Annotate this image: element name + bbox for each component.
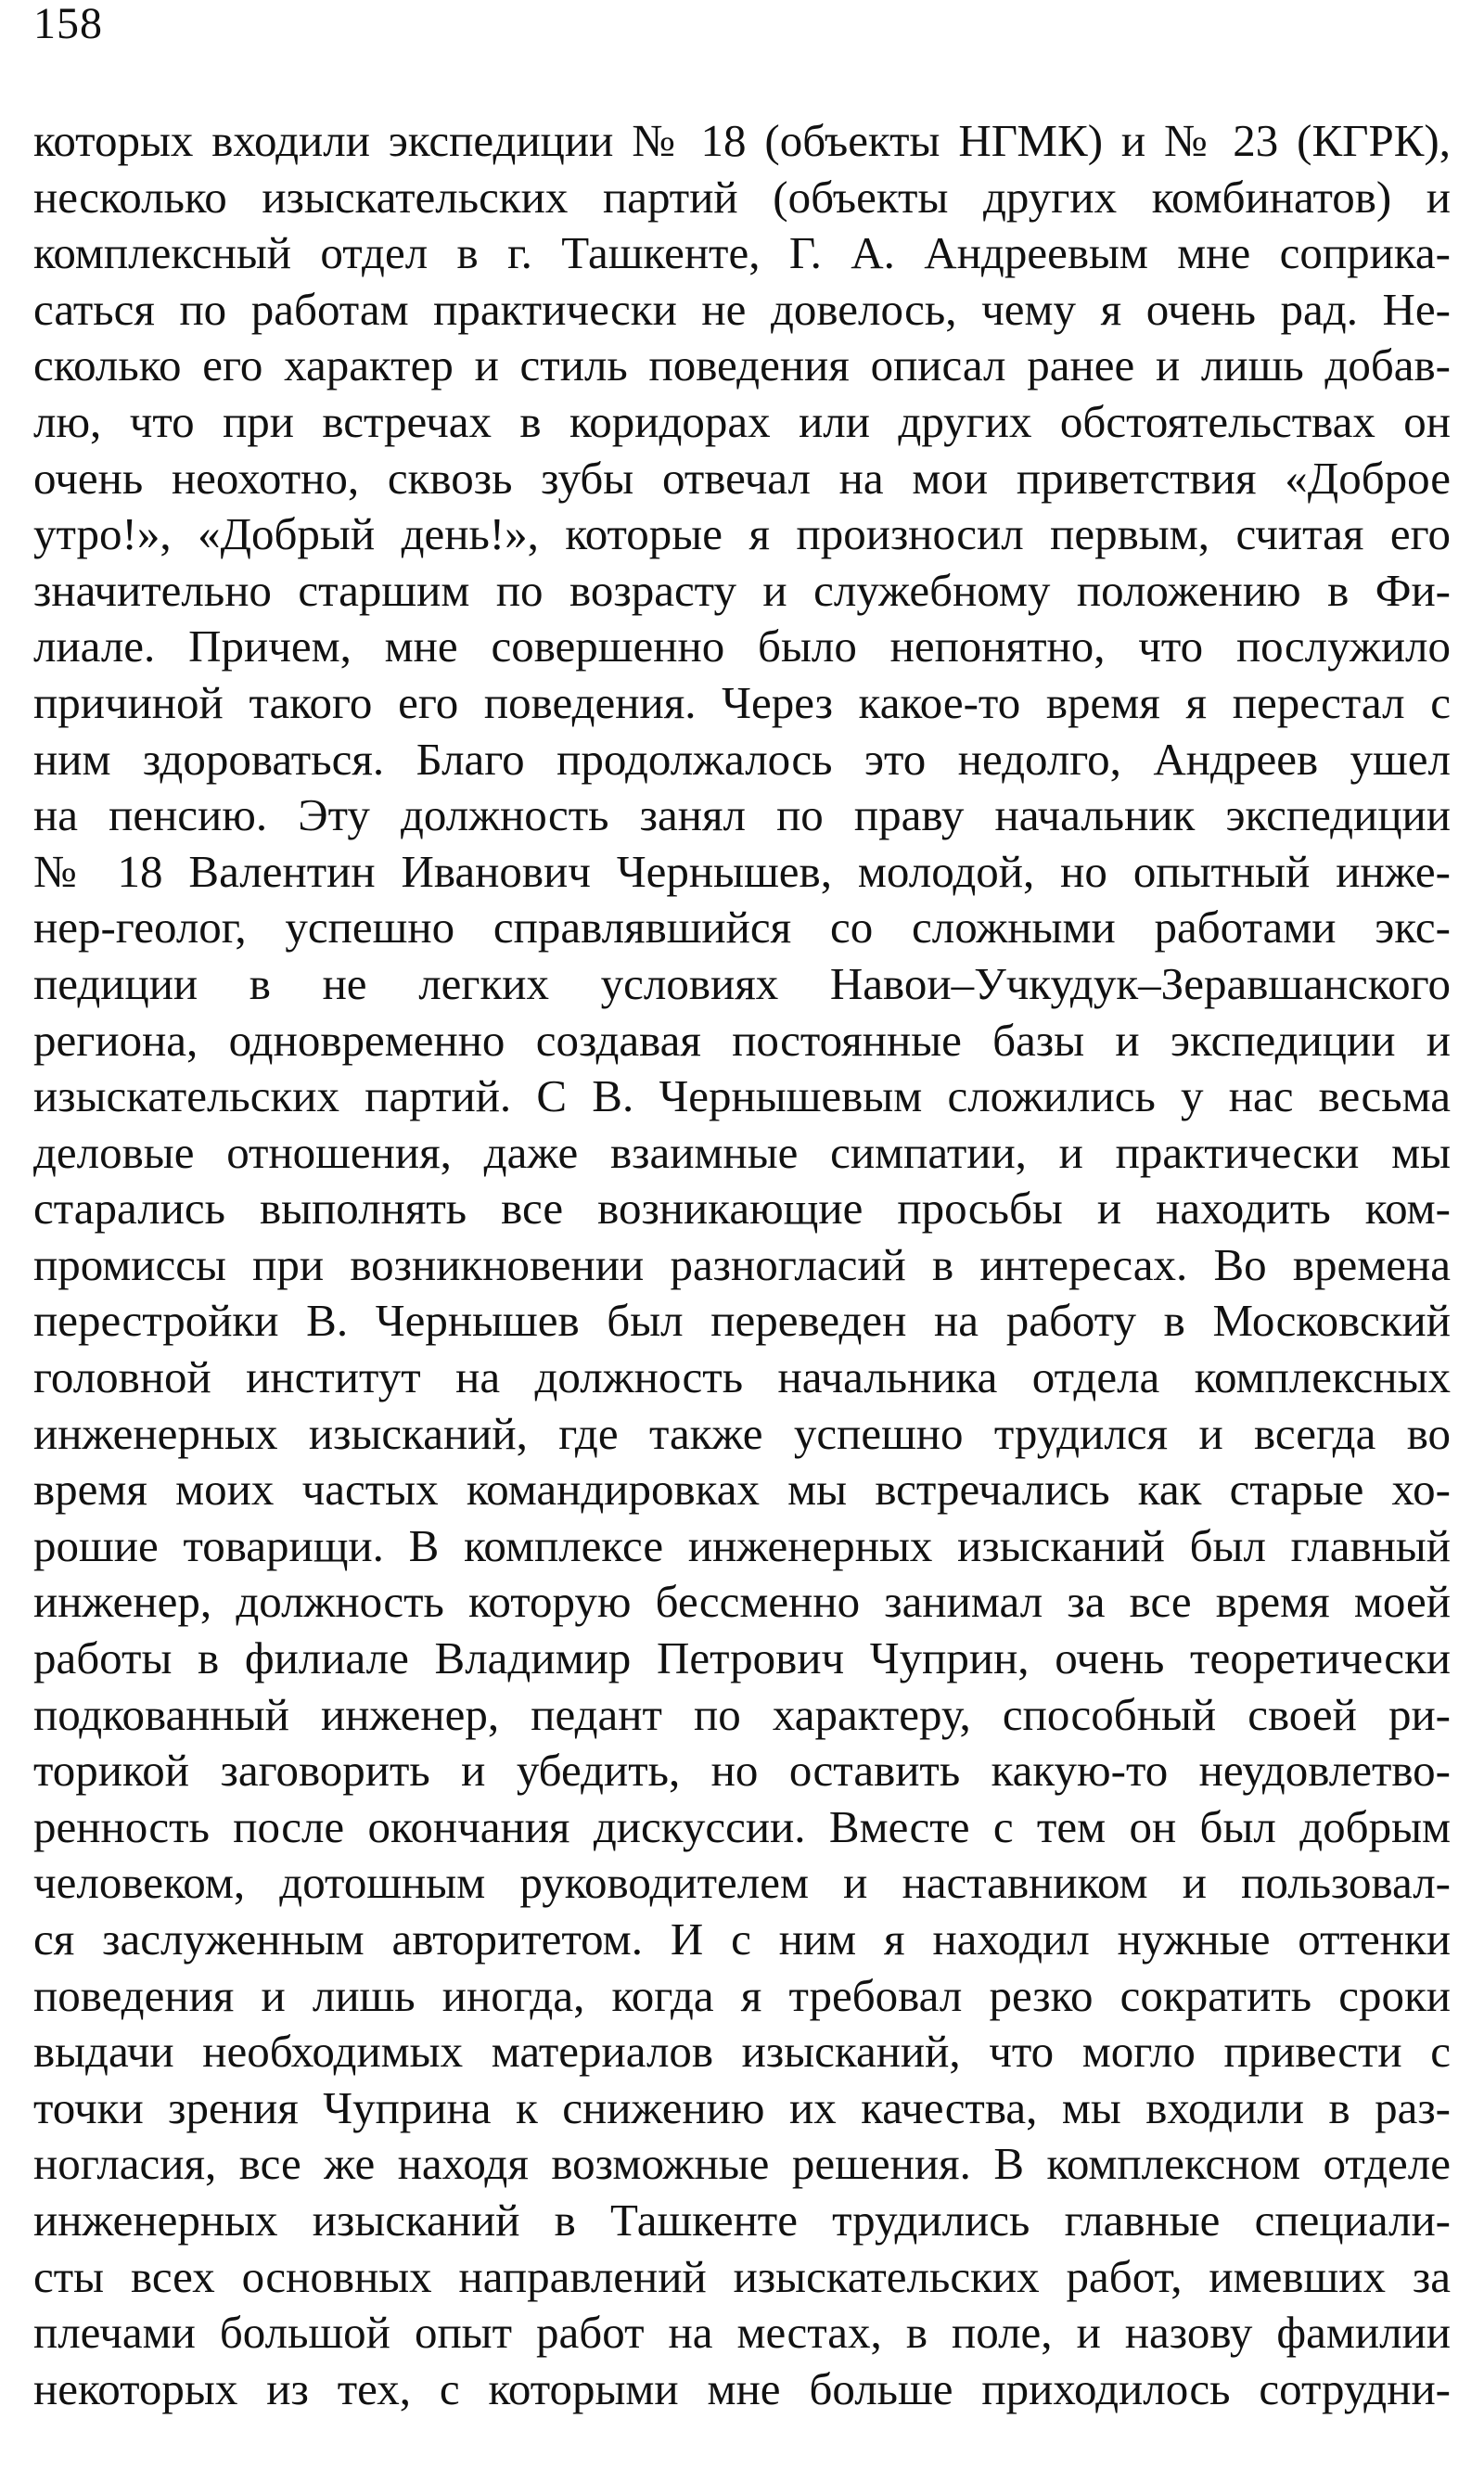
- text-line: деловые отношения, даже взаимные симпатии, и практически мы: [33, 1126, 1451, 1178]
- text-line: комплексный отдел в г. Ташкенте, Г. А. Андреевым мне соприка-: [33, 227, 1451, 279]
- text-line: инженерных изысканий в Ташкенте трудились главные специали-: [33, 2194, 1451, 2246]
- text-line: на пенсию. Эту должность занял по праву начальник экспедиции: [33, 789, 1451, 841]
- text-line: некоторых из тех, с которыми мне больше приходилось сотрудни-: [33, 2362, 1451, 2414]
- body-text: [33, 113, 1451, 2417]
- text-line: инженер, должность которую бессменно занимал за все время моей: [33, 1576, 1451, 1628]
- text-line: перестройки В. Чернышев был переведен на работу в Московский: [33, 1295, 1451, 1347]
- text-line: лиале. Причем, мне совершенно было непонятно, что послужило: [33, 621, 1451, 672]
- text-line: головной институт на должность начальника отдела комплексных: [33, 1351, 1451, 1403]
- text-line: ним здороваться. Благо продолжалось это недолго, Андреев ушел: [33, 733, 1451, 785]
- page-number: 158: [33, 0, 103, 48]
- text-line: поведения и лишь иногда, когда я требовал резко сократить сроки: [33, 1969, 1451, 2021]
- text-line: точки зрения Чуприна к снижению их качества, мы входили в раз-: [33, 2081, 1451, 2133]
- text-line: старались выполнять все возникающие просьбы и находить ком-: [33, 1183, 1451, 1235]
- text-line: региона, одновременно создавая постоянные базы и экспедиции и: [33, 1014, 1451, 1066]
- text-line: утро!», «Добрый день!», которые я произносил первым, считая его: [33, 508, 1451, 560]
- text-line: ногласия, все же находя возможные решения. В комплексном отделе: [33, 2138, 1451, 2190]
- text-line: несколько изыскательских партий (объекты других комбинатов) и: [33, 171, 1451, 223]
- text-line: № 18 Валентин Иванович Чернышев, молодой, но опытный инже-: [33, 845, 1451, 897]
- text-line: саться по работам практически не довелось, чему я очень рад. Не-: [33, 283, 1451, 335]
- text-line: нер-геолог, успешно справлявшийся со сложными работами экс-: [33, 902, 1451, 954]
- text-line: сколько его характер и стиль поведения описал ранее и лишь добав-: [33, 339, 1451, 391]
- text-line: работы в филиале Владимир Петрович Чуприн, очень теоретически: [33, 1632, 1451, 1684]
- text-line: рошие товарищи. В комплексе инженерных изысканий был главный: [33, 1519, 1451, 1571]
- text-line: человеком, дотошным руководителем и наставником и пользовал-: [33, 1857, 1451, 1909]
- text-line: выдачи необходимых материалов изысканий, что могло привести с: [33, 2026, 1451, 2078]
- text-line: сты всех основных направлений изыскательских работ, имевших за: [33, 2250, 1451, 2302]
- text-line: ся заслуженным авторитетом. И с ним я находил нужные оттенки: [33, 1913, 1451, 1965]
- text-line: плечами большой опыт работ на местах, в поле, и назову фамилии: [33, 2307, 1451, 2359]
- text-line: педиции в не легких условиях Навои–Учкудук–Зеравшанского: [33, 957, 1451, 1009]
- text-line: лю, что при встречах в коридорах или других обстоятельствах он: [33, 395, 1451, 447]
- text-line: ренность после окончания дискуссии. Вместе с тем он был добрым: [33, 1800, 1451, 1852]
- text-line: которых входили экспедиции № 18 (объекты НГМК) и № 23 (КГРК),: [33, 115, 1451, 166]
- text-line: время моих частых командировках мы встречались как старые хо-: [33, 1464, 1451, 1516]
- text-line: инженерных изысканий, где также успешно трудился и всегда во: [33, 1407, 1451, 1459]
- text-line: подкованный инженер, педант по характеру, способный своей ри-: [33, 1688, 1451, 1740]
- text-line: причиной такого его поведения. Через какое-то время я перестал с: [33, 676, 1451, 728]
- text-line: значительно старшим по возрасту и служебному положению в Фи-: [33, 564, 1451, 616]
- text-line: изыскательских партий. С В. Чернышевым сложились у нас весьма: [33, 1070, 1451, 1122]
- text-line: торикой заговорить и убедить, но оставить какую-то неудовлетво-: [33, 1745, 1451, 1797]
- text-line: промиссы при возникновении разногласий в интересах. Во времена: [33, 1238, 1451, 1290]
- text-line: очень неохотно, сквозь зубы отвечал на мои приветствия «Доброе: [33, 452, 1451, 504]
